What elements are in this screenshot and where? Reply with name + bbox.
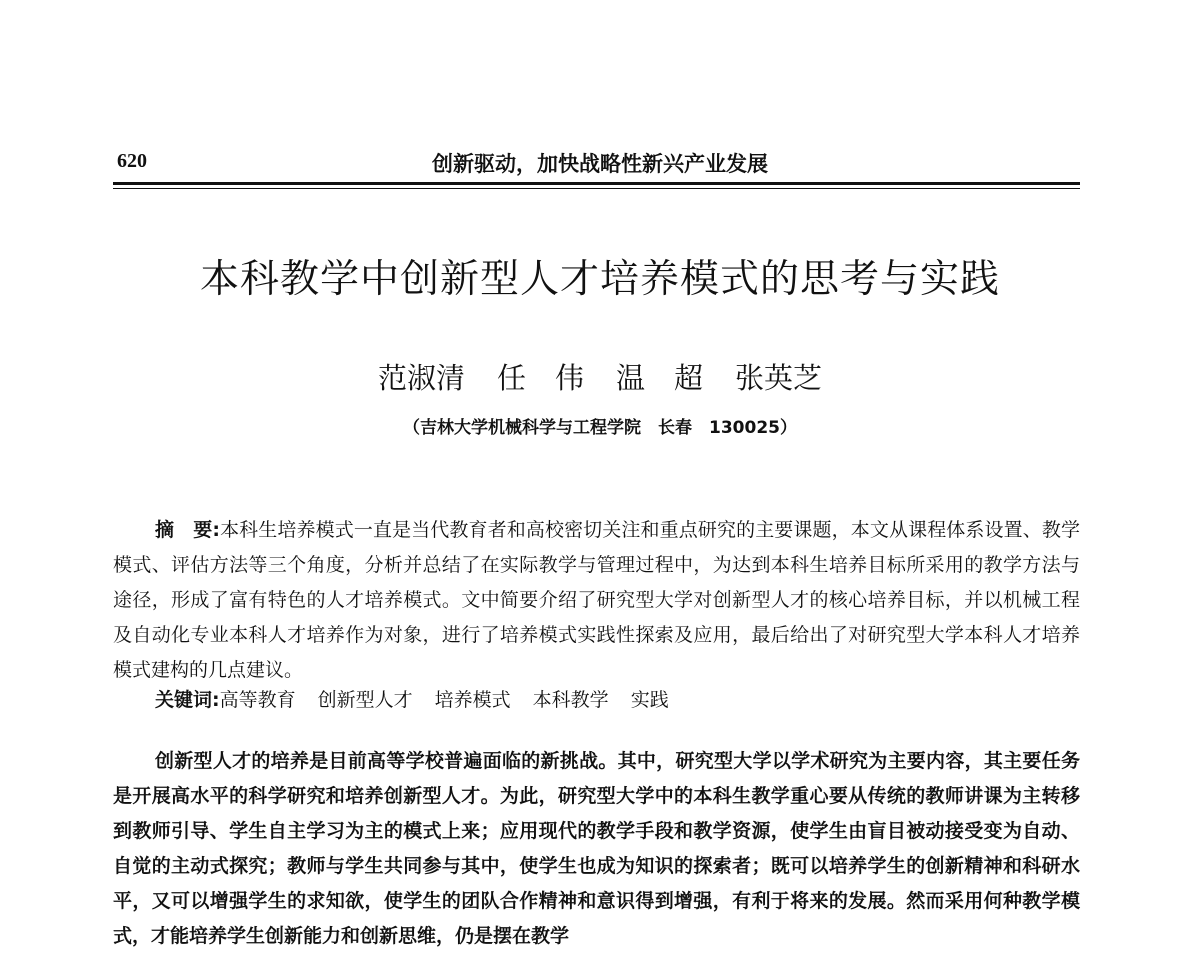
abstract-colon: : xyxy=(212,519,220,541)
keywords-colon: : xyxy=(212,689,220,711)
abstract xyxy=(113,513,1080,688)
keyword: 创新型人才 xyxy=(317,689,413,711)
keyword: 本科教学 xyxy=(532,689,609,711)
keyword: 培养模式 xyxy=(434,689,511,711)
header-rule-thin xyxy=(113,188,1080,189)
author-name: 范淑清 xyxy=(377,361,465,395)
abstract-label: 摘 要 xyxy=(155,519,213,541)
header-rule-thick xyxy=(113,182,1080,185)
body-paragraph: 创新型人才的培养是目前高等学校普遍面临的新挑战。其中，研究型大学以学术研究为主要内容，其主要任务是开展高水平的科学研究和培养创新型人才。为此，研究型大学中的本科生教学重心要从传统的教师讲课为主转移到教师引导、学生自主学习为主的模式上来；应用现代的教学手段和教学资源，使学生由盲目被动接受变为自动、自觉的主动式探究；教师与学生共同参与其中，使学生也成为知识的探索者；既可以培养学生的创新精神和科研水平，又可以增强学生的求知欲，使学生的团队合作精神和意识得到增强，有利于将来的发展。然而采用何种教学模式，才能培养学生创新能力和创新思维，仍是摆在教学 xyxy=(113,750,1080,947)
article-title: 本科教学中创新型人才培养模式的思考与实践 xyxy=(199,257,1000,302)
keyword: 实践 xyxy=(630,689,669,711)
keywords xyxy=(155,683,691,718)
author-name: 张英芝 xyxy=(735,361,823,395)
author-name: 任 伟 xyxy=(496,361,584,395)
page-number: 620 xyxy=(117,150,147,172)
running-title: 创新驱动，加快战略性新兴产业发展 xyxy=(432,152,768,176)
author-name: 温 超 xyxy=(616,361,704,395)
author-list xyxy=(0,356,1200,397)
keyword: 高等教育 xyxy=(219,689,296,711)
abstract-text: 本科生培养模式一直是当代教育者和高校密切关注和重点研究的主要课题，本文从课程体系设置、教学模式、评估方法等三个角度，分析并总结了在实际教学与管理过程中，为达到本科生培养目标所采用的教学方法与途径，形成了富有特色的人才培养模式。文中简要介绍了研究型大学对创新型人才的核心培养目标，并以机械工程及自动化专业本科人才培养作为对象，进行了培养模式实践性探索及应用，最后给出了对研究型大学本科人才培养模式建构的几点建议。 xyxy=(113,519,1080,681)
keywords-label: 关键词 xyxy=(155,689,213,711)
author-affiliation: （吉林大学机械科学与工程学院 长春 130025） xyxy=(403,418,797,438)
